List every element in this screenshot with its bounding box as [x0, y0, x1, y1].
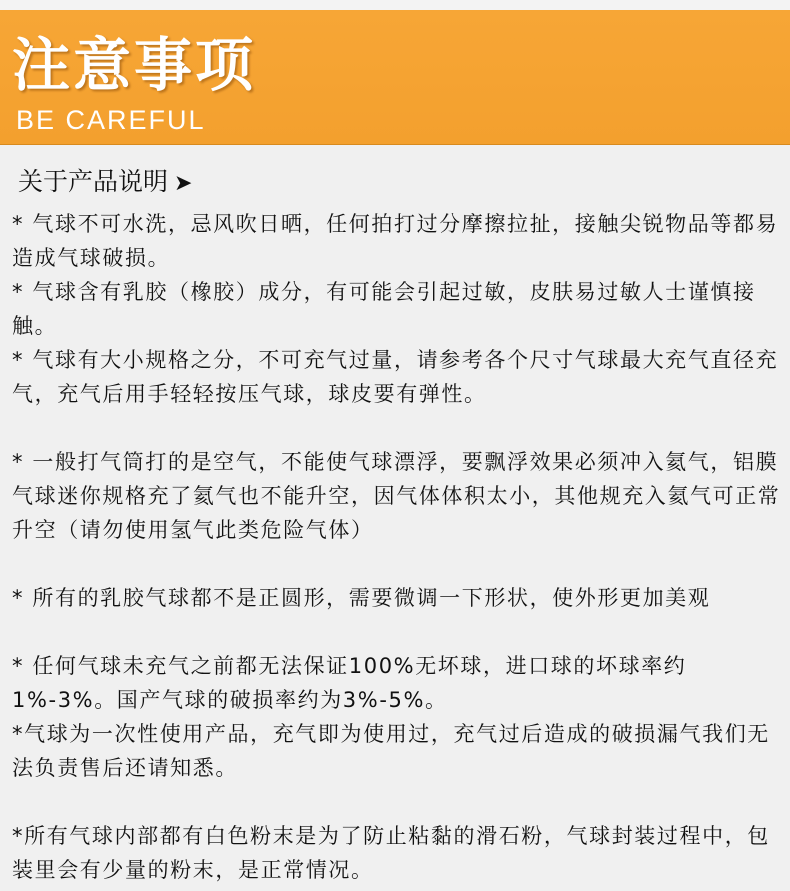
notice-paragraph: * 一般打气筒打的是空气，不能使气球漂浮，要飘浮效果必须冲入氦气，铝膜气球迷你规格充了氦气也不能升空，因气体体积太小，其他规充入氦气可正常升空（请勿使用氢气此类危险气体） — [12, 450, 781, 542]
notice-paragraph: * 气球含有乳胶（橡胶）成分，有可能会引起过敏，皮肤易过敏人士谨慎接触。 — [12, 280, 756, 338]
banner-title-en: BE CAREFUL — [16, 105, 206, 135]
header-banner — [0, 10, 790, 145]
notice-paragraph: * 任何气球未充气之前都无法保证100%无坏球，进口球的坏球率约1%-3%。国产气球的破损率约为3%-5%。 — [12, 654, 687, 712]
notice-paragraph: *所有气球内部都有白色粉末是为了防止粘黏的滑石粉，气球封装过程中，包装里会有少量的粉末，是正常情况。 — [12, 824, 770, 882]
notice-paragraph: *气球为一次性使用产品，充气即为使用过，充气过后造成的破损漏气我们无法负责售后还请知悉。 — [12, 722, 770, 780]
notice-paragraph: * 气球有大小规格之分，不可充气过量，请参考各个尺寸气球最大充气直径充气，充气后用手轻轻按压气球，球皮要有弹性。 — [12, 348, 779, 406]
section-heading — [18, 164, 192, 202]
notice-paragraph: * 气球不可水洗，忌风吹日晒，任何拍打过分摩擦拉扯，接触尖锐物品等都易造成气球破损。 — [12, 212, 779, 270]
top-strip — [0, 0, 790, 10]
banner-title-zh: 注意事项 — [12, 31, 257, 99]
section-heading-text: 关于产品说明 — [18, 167, 169, 196]
notice-paragraph: * 所有的乳胶气球都不是正圆形，需要微调一下形状，使外形更加美观 — [12, 586, 711, 610]
arrow-right-icon: ➤ — [174, 171, 193, 196]
